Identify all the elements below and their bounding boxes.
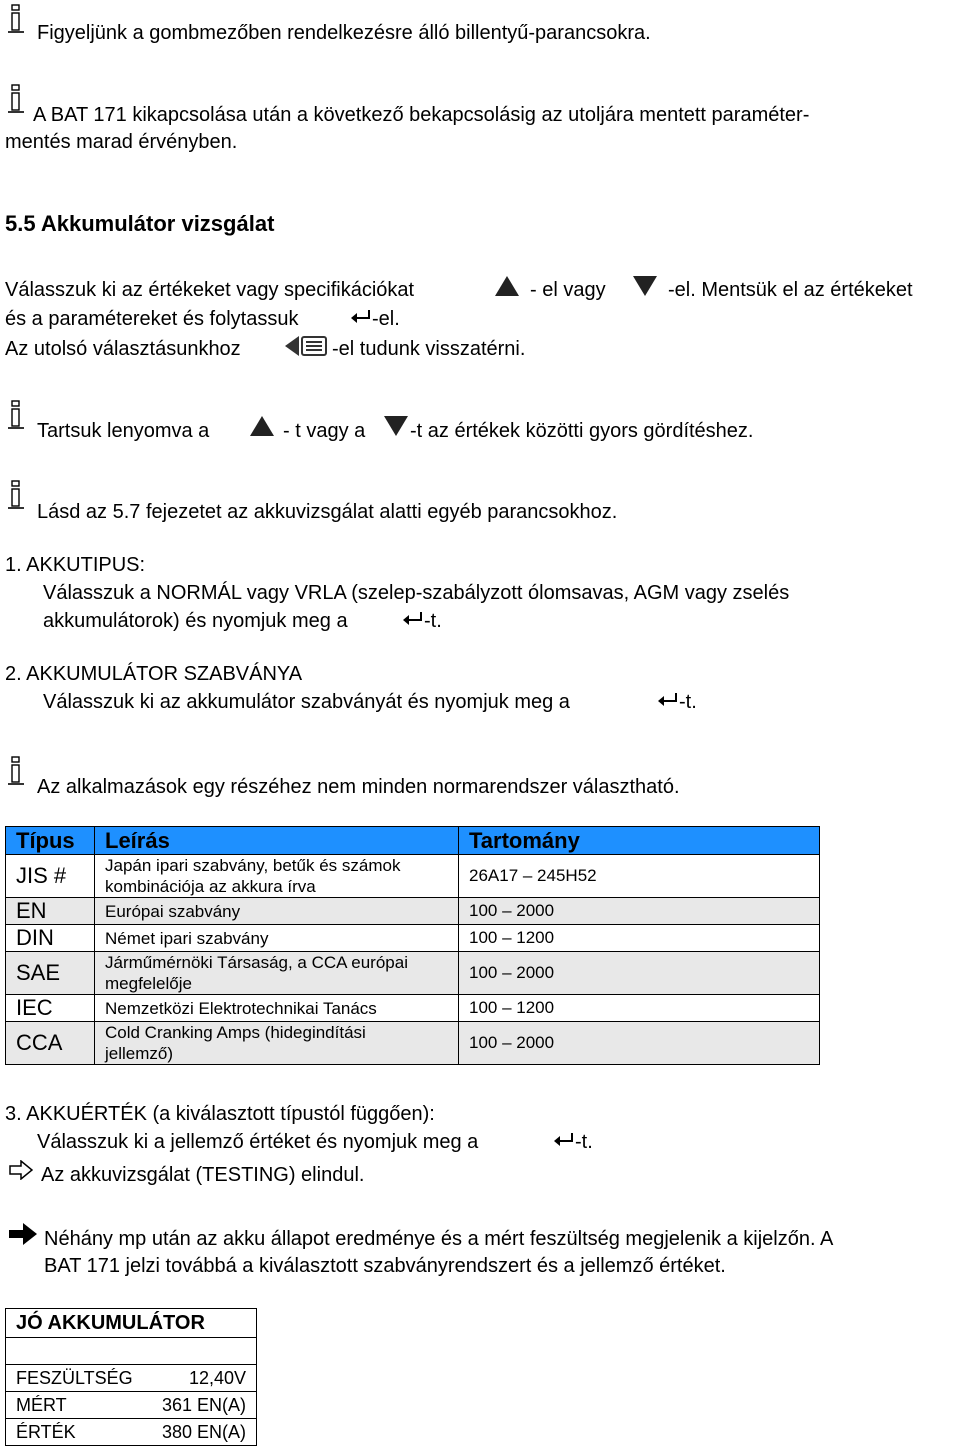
paragraph-return-suffix: -el tudunk visszatérni. xyxy=(332,338,526,360)
display-label: ÉRTÉK xyxy=(6,1419,148,1446)
cell-range: 100 – 2000 xyxy=(459,898,820,925)
enter-icon xyxy=(402,611,424,627)
enter-icon xyxy=(350,309,372,325)
arrow-up-icon xyxy=(494,275,520,297)
table-row xyxy=(6,1022,820,1065)
display-title-row xyxy=(6,1309,257,1338)
display-label: MÉRT xyxy=(6,1392,148,1419)
header-description: Leírás xyxy=(95,827,459,855)
display-spacer xyxy=(6,1338,257,1365)
desc-line: Cold Cranking Amps (hidegindítási xyxy=(105,1023,366,1042)
desc-line: Járműmérnöki Társaság, a CCA európai xyxy=(105,953,408,972)
tip-scroll-or: - t vagy a xyxy=(283,420,366,442)
cell-type: IEC xyxy=(6,995,95,1022)
display-value: 361 EN(A) xyxy=(148,1392,257,1419)
display-value: 380 EN(A) xyxy=(148,1419,257,1446)
enter-icon xyxy=(553,1132,575,1148)
step1-line2: akkumulátorok) és nyomjuk meg a xyxy=(43,610,348,632)
step2-suffix: -t. xyxy=(679,691,697,713)
step3-suffix: -t. xyxy=(575,1131,593,1153)
step1-title: 1. AKKUTIPUS: xyxy=(5,554,146,576)
info-note-icon xyxy=(6,480,26,510)
step3-line1: Válasszuk ki a jellemző értéket és nyomjuk meg a xyxy=(37,1131,479,1153)
info-note-icon xyxy=(6,400,26,430)
info-note-icon xyxy=(6,756,26,786)
step3-result: Az akkuvizsgálat (TESTING) elindul. xyxy=(41,1164,365,1186)
paragraph-return: Az utolsó választásunkhoz xyxy=(5,338,241,360)
cell-type: EN xyxy=(6,898,95,925)
step2-line1: Válasszuk ki az akkumulátor szabványát és nyomjuk meg a xyxy=(43,691,570,713)
result-arrow-icon xyxy=(9,1160,33,1180)
display-value: 12,40V xyxy=(148,1365,257,1392)
cell-type: JIS # xyxy=(6,855,95,898)
table-row xyxy=(6,855,820,898)
display-row xyxy=(6,1419,257,1446)
bold-arrow-icon xyxy=(8,1222,38,1246)
table-header-row xyxy=(6,827,820,855)
cell-type: CCA xyxy=(6,1022,95,1065)
info-note-icon xyxy=(6,4,26,34)
table-row xyxy=(6,898,820,925)
table-row xyxy=(6,995,820,1022)
paragraph-save-values: -el. Mentsük el az értékeket xyxy=(668,279,913,301)
desc-line: jellemző) xyxy=(105,1044,174,1063)
note-saved-params-line2: mentés marad érvényben. xyxy=(5,131,238,153)
cell-description xyxy=(95,855,459,898)
step3-title: 3. AKKUÉRTÉK (a kiválasztott típustól függően): xyxy=(5,1103,435,1125)
tip-not-all-standards: Az alkalmazások egy részéhez nem minden normarendszer választható. xyxy=(37,776,680,798)
display-spacer-row xyxy=(6,1338,257,1365)
enter-icon xyxy=(657,692,679,708)
display-label: FESZÜLTSÉG xyxy=(6,1365,148,1392)
desc-line: megfelelője xyxy=(105,974,192,993)
display-row xyxy=(6,1365,257,1392)
tip-scroll-start: Tartsuk lenyomva a xyxy=(37,420,210,442)
info-note-icon xyxy=(6,84,26,114)
section-title: 5.5 Akkumulátor vizsgálat xyxy=(5,211,275,236)
tip-scroll-end: -t az értékek közötti gyors gördítéshez. xyxy=(410,420,754,442)
display-row xyxy=(6,1392,257,1419)
paragraph-continue: és a paramétereket és folytassuk xyxy=(5,308,299,330)
table-row xyxy=(6,952,820,995)
paragraph-select-or: - el vagy xyxy=(530,279,606,301)
paragraph-continue-suffix: -el. xyxy=(372,308,400,330)
cell-range: 26A17 – 245H52 xyxy=(459,855,820,898)
result-note-line2: BAT 171 jelzi továbbá a kiválasztott szabványrendszert és a jellemző értéket. xyxy=(44,1255,726,1277)
cell-range: 100 – 2000 xyxy=(459,1022,820,1065)
display-title: JÓ AKKUMULÁTOR xyxy=(6,1309,257,1338)
cell-description: Nemzetközi Elektrotechnikai Tanács xyxy=(95,995,459,1022)
step1-line1: Válasszuk a NORMÁL vagy VRLA (szelep-szabályzott ólomsavas, AGM vagy zselés xyxy=(43,582,790,604)
arrow-up-icon xyxy=(249,415,275,437)
display-readout xyxy=(5,1308,257,1446)
cell-description xyxy=(95,1022,459,1065)
paragraph-select-values: Válasszuk ki az értékeket vagy specifikációkat xyxy=(5,279,415,301)
header-range: Tartomány xyxy=(459,827,820,855)
result-note-line1: Néhány mp után az akku állapot eredménye és a mért feszültség megjelenik a kijelzőn. A xyxy=(44,1228,834,1250)
arrow-down-icon xyxy=(383,415,409,437)
arrow-down-icon xyxy=(632,275,658,297)
desc-line: Japán ipari szabvány, betűk és számok xyxy=(105,856,401,875)
back-icon xyxy=(284,333,330,359)
cell-type: SAE xyxy=(6,952,95,995)
cell-range: 100 – 1200 xyxy=(459,925,820,952)
note-saved-params-line1: A BAT 171 kikapcsolása után a következő bekapcsolásig az utoljára mentett paraméter- xyxy=(33,104,810,126)
cell-description: Európai szabvány xyxy=(95,898,459,925)
table-row xyxy=(6,925,820,952)
standards-table xyxy=(5,826,820,1065)
step2-title: 2. AKKUMULÁTOR SZABVÁNYA xyxy=(5,663,303,685)
desc-line: kombinációja az akkura írva xyxy=(105,877,316,896)
cell-type: DIN xyxy=(6,925,95,952)
header-type: Típus xyxy=(6,827,95,855)
cell-description: Német ipari szabvány xyxy=(95,925,459,952)
note-keyboard-commands: Figyeljünk a gombmezőben rendelkezésre álló billentyű-parancsokra. xyxy=(37,22,651,44)
cell-description xyxy=(95,952,459,995)
cell-range: 100 – 1200 xyxy=(459,995,820,1022)
step1-suffix: -t. xyxy=(424,610,442,632)
cell-range: 100 – 2000 xyxy=(459,952,820,995)
tip-see-chapter: Lásd az 5.7 fejezetet az akkuvizsgálat alatti egyéb parancsokhoz. xyxy=(37,501,618,523)
